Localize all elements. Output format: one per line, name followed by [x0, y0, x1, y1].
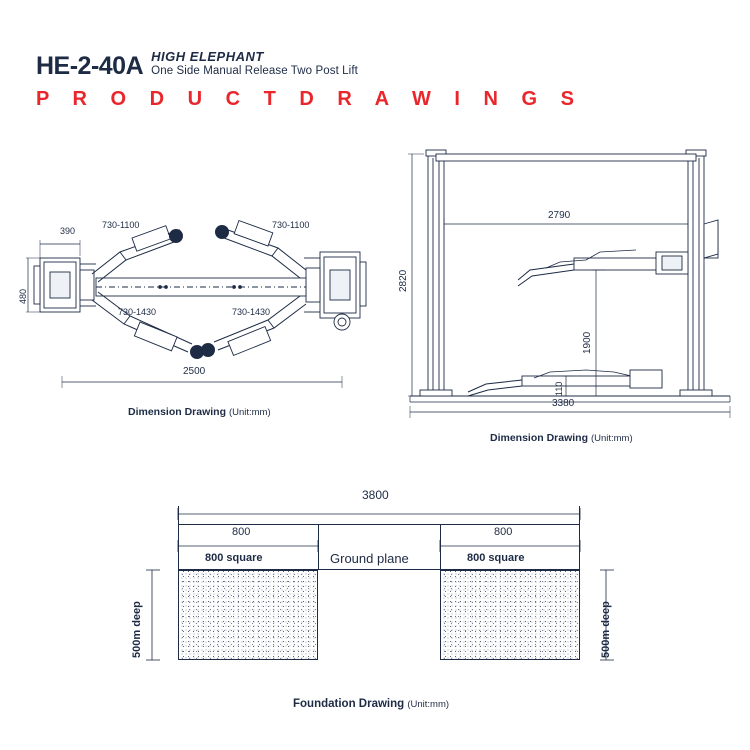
dim-1900: 1900	[582, 331, 593, 354]
brand-block	[151, 48, 358, 78]
foundation-pad-left-width: 800	[232, 526, 251, 538]
dim-390: 390	[60, 226, 76, 236]
dim-480: 480	[18, 288, 28, 304]
foundation-pad-left-label: 800 square	[205, 552, 263, 564]
foundation-pad-right	[440, 570, 580, 660]
product-subtitle: One Side Manual Release Two Post Lift	[151, 64, 358, 77]
dim-2820: 2820	[398, 269, 409, 292]
foundation-caption-text: Foundation Drawing	[293, 698, 405, 710]
brand-line	[36, 48, 716, 79]
top-view-caption	[128, 406, 271, 418]
foundation-depth-left: 500m deep	[131, 601, 143, 658]
page-header	[36, 48, 716, 111]
dim-2500: 2500	[183, 366, 206, 377]
page-title: P R O D U C T D R A W I N G S	[36, 88, 583, 110]
top-view-caption-unit: (Unit:mm)	[228, 407, 271, 418]
foundation-pad-left	[178, 570, 318, 660]
foundation-divider-left	[318, 524, 319, 570]
dim-110: 110	[554, 381, 564, 396]
foundation-depth-right: 500m deep	[600, 601, 612, 658]
foundation-caption	[293, 698, 449, 710]
foundation-drawing	[0, 462, 750, 712]
brand-name: HIGH ELEPHANT	[151, 49, 264, 64]
front-view-caption	[490, 432, 633, 444]
dim-3380: 3380	[552, 398, 575, 409]
front-view-svg	[400, 140, 740, 420]
foundation-ground-plane-label: Ground plane	[330, 551, 409, 566]
dim-2790: 2790	[548, 210, 571, 221]
top-view-drawing	[20, 200, 380, 440]
front-view-drawing	[400, 140, 740, 420]
front-view-caption-unit: (Unit:mm)	[590, 433, 633, 444]
model-number: HE-2-40A	[36, 52, 144, 80]
front-view-caption-text: Dimension Drawing	[490, 432, 589, 444]
dim-arm-lower-left: 730-1430	[118, 307, 157, 317]
foundation-pad-right-width: 800	[494, 526, 513, 538]
foundation-caption-unit: (Unit:mm)	[407, 699, 450, 710]
top-view-svg	[20, 200, 380, 440]
dim-arm-lower-right: 730-1430	[232, 307, 271, 317]
dim-arm-upper-right: 730-1100	[272, 220, 310, 230]
foundation-total-width: 3800	[362, 488, 389, 502]
top-view-caption-text: Dimension Drawing	[128, 406, 227, 418]
dim-arm-upper-left: 730-1100	[102, 220, 140, 230]
foundation-divider-right	[440, 524, 441, 570]
foundation-pad-right-label: 800 square	[467, 552, 525, 564]
